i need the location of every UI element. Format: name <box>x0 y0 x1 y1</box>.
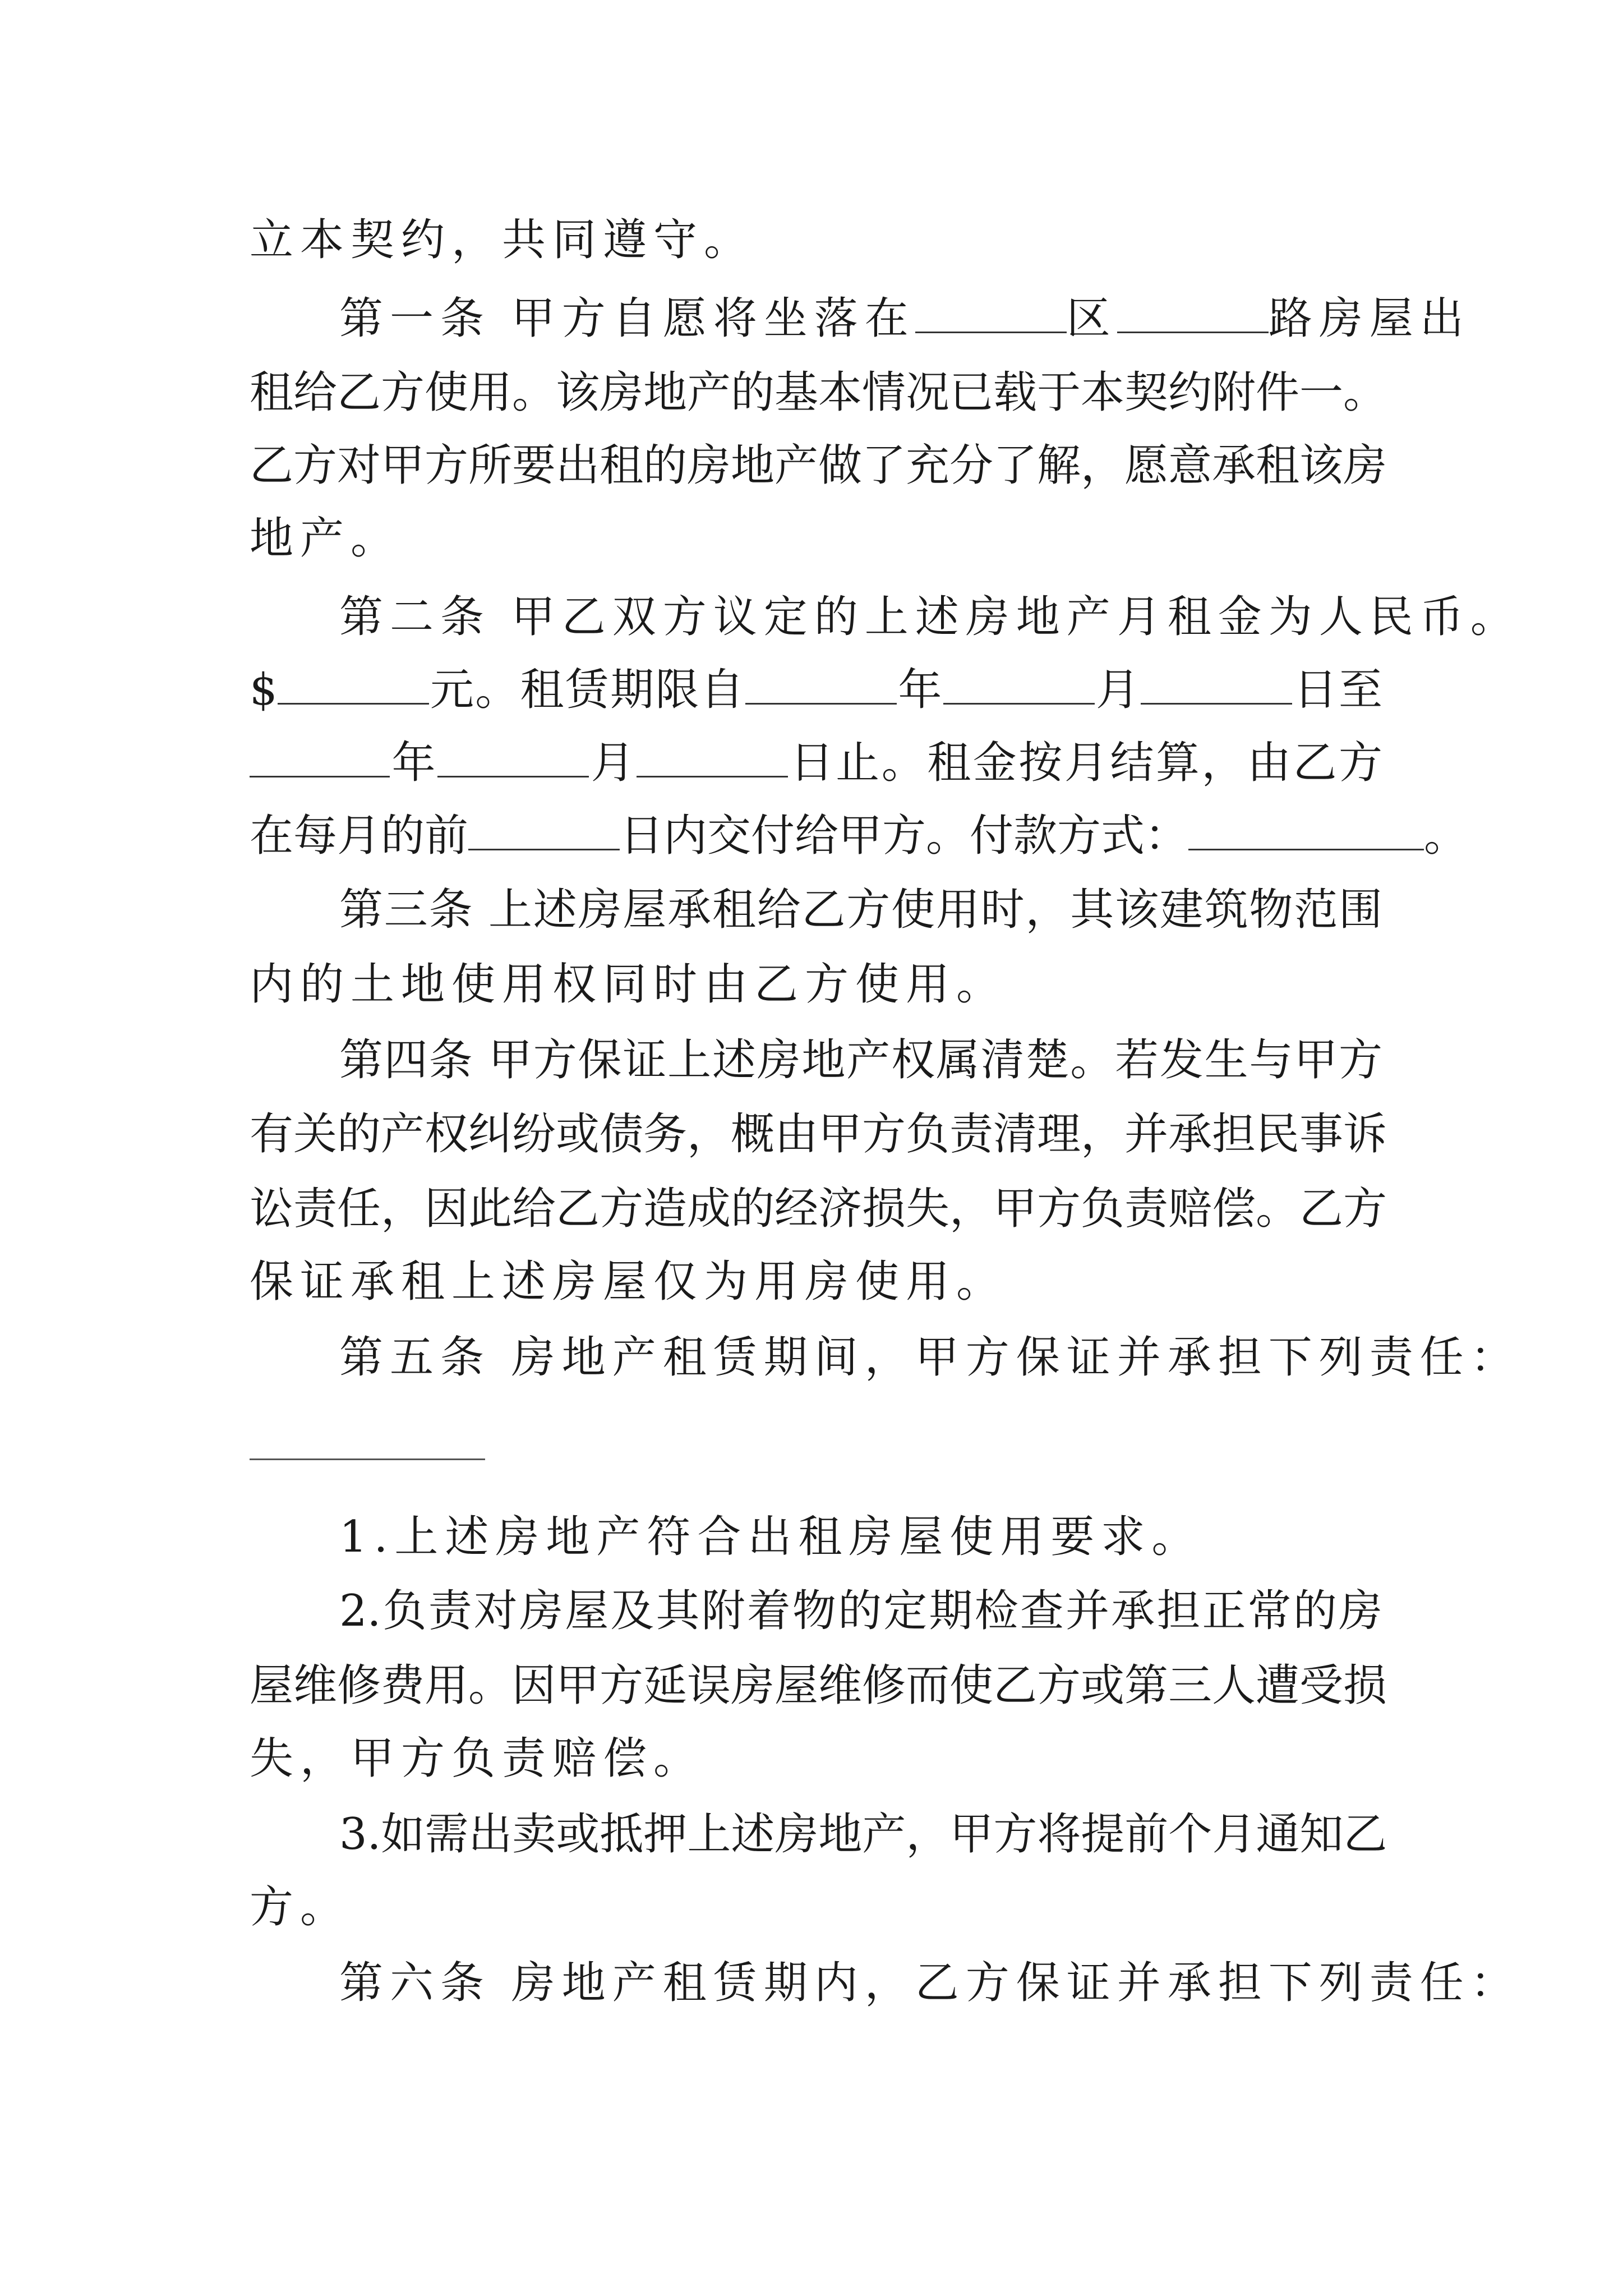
payment-day-blank[interactable] <box>468 808 620 850</box>
day-end-text: 日止。租金按月结算，由乙方 <box>788 738 1382 788</box>
article-3-line-1: 第三条 上述房屋承租给乙方使用时，其该建筑物范围 <box>339 885 1382 935</box>
start-month-blank[interactable] <box>943 662 1095 705</box>
separator-rule <box>250 1458 485 1460</box>
article-1-line-3: 乙方对甲方所要出租的房地产做了充分了解，愿意承租该房 <box>250 440 1387 491</box>
article-4-line-1: 第四条 甲方保证上述房地产权属清楚。若发生与甲方 <box>339 1035 1382 1085</box>
road-blank[interactable] <box>1117 291 1269 333</box>
rent-amount-blank[interactable] <box>278 662 429 705</box>
end-month-blank[interactable] <box>437 735 589 777</box>
article-1-line-1 <box>339 291 1470 347</box>
month-label: 月 <box>1094 665 1141 715</box>
year-label: 年 <box>390 738 438 788</box>
article-2-text-b: 日内交付给甲方。付款方式： <box>620 811 1189 861</box>
item-1: 1.上述房地产符合出租房屋使用要求。 <box>339 1512 1202 1562</box>
article-5-line-1: 第五条 房地产租赁期间，甲方保证并承担下列责任： <box>339 1332 1521 1383</box>
item-2-line-1: 2.负责对房屋及其附着物的定期检查并承担正常的房 <box>339 1586 1382 1636</box>
article-2-text-c: 。 <box>1424 811 1468 861</box>
currency-symbol: $ <box>250 665 278 715</box>
start-day-blank[interactable] <box>1141 662 1292 705</box>
article-2-text-a: 在每月的前 <box>250 811 469 861</box>
article-2-line-2 <box>250 662 1382 718</box>
end-day-blank[interactable] <box>637 735 788 777</box>
article-2-line-3 <box>250 735 1382 791</box>
article-2-line-1: 第二条 甲乙双方议定的上述房地产月租金为人民币。 <box>339 592 1521 642</box>
article-1-text-b: 区 <box>1066 293 1117 344</box>
article-1-text-a: 第一条 甲方自愿将坐落在 <box>339 293 915 344</box>
start-year-blank[interactable] <box>745 662 897 705</box>
article-4-line-2: 有关的产权纠纷或债务，概由甲方负责清理，并承担民事诉 <box>250 1109 1387 1159</box>
article-1-text-c: 路房屋出 <box>1268 293 1470 344</box>
district-blank[interactable] <box>915 291 1067 333</box>
article-1-line-4: 地产。 <box>250 513 402 564</box>
item-3-line-2: 方。 <box>250 1882 351 1932</box>
article-2-yuan-text: 元。租赁期限自 <box>428 665 746 715</box>
article-4-line-4: 保证承租上述房屋仅为用房使用。 <box>250 1257 1007 1307</box>
month-label: 月 <box>589 738 637 788</box>
article-1-line-2: 租给乙方使用。该房地产的基本情况已载于本契约附件一。 <box>250 367 1387 418</box>
payment-method-blank[interactable] <box>1188 808 1424 850</box>
article-2-line-4 <box>250 808 1468 864</box>
day-to-label: 日至 <box>1292 665 1382 715</box>
end-year-blank[interactable] <box>250 735 390 777</box>
year-label: 年 <box>897 665 943 715</box>
item-2-line-3: 失，甲方负责赔偿。 <box>250 1733 704 1784</box>
article-3-line-2: 内的土地使用权同时由乙方使用。 <box>250 959 1007 1010</box>
item-2-line-2: 屋维修费用。因甲方延误房屋维修而使乙方或第三人遭受损 <box>250 1660 1387 1711</box>
article-6-line-1: 第六条 房地产租赁期内，乙方保证并承担下列责任： <box>339 1958 1521 2008</box>
article-4-line-3: 讼责任，因此给乙方造成的经济损失，甲方负责赔偿。乙方 <box>250 1184 1387 1234</box>
intro-tail: 立本契约，共同遵守。 <box>250 215 755 265</box>
item-3-line-1: 3.如需出卖或抵押上述房地产，甲方将提前个月通知乙 <box>339 1809 1387 1860</box>
